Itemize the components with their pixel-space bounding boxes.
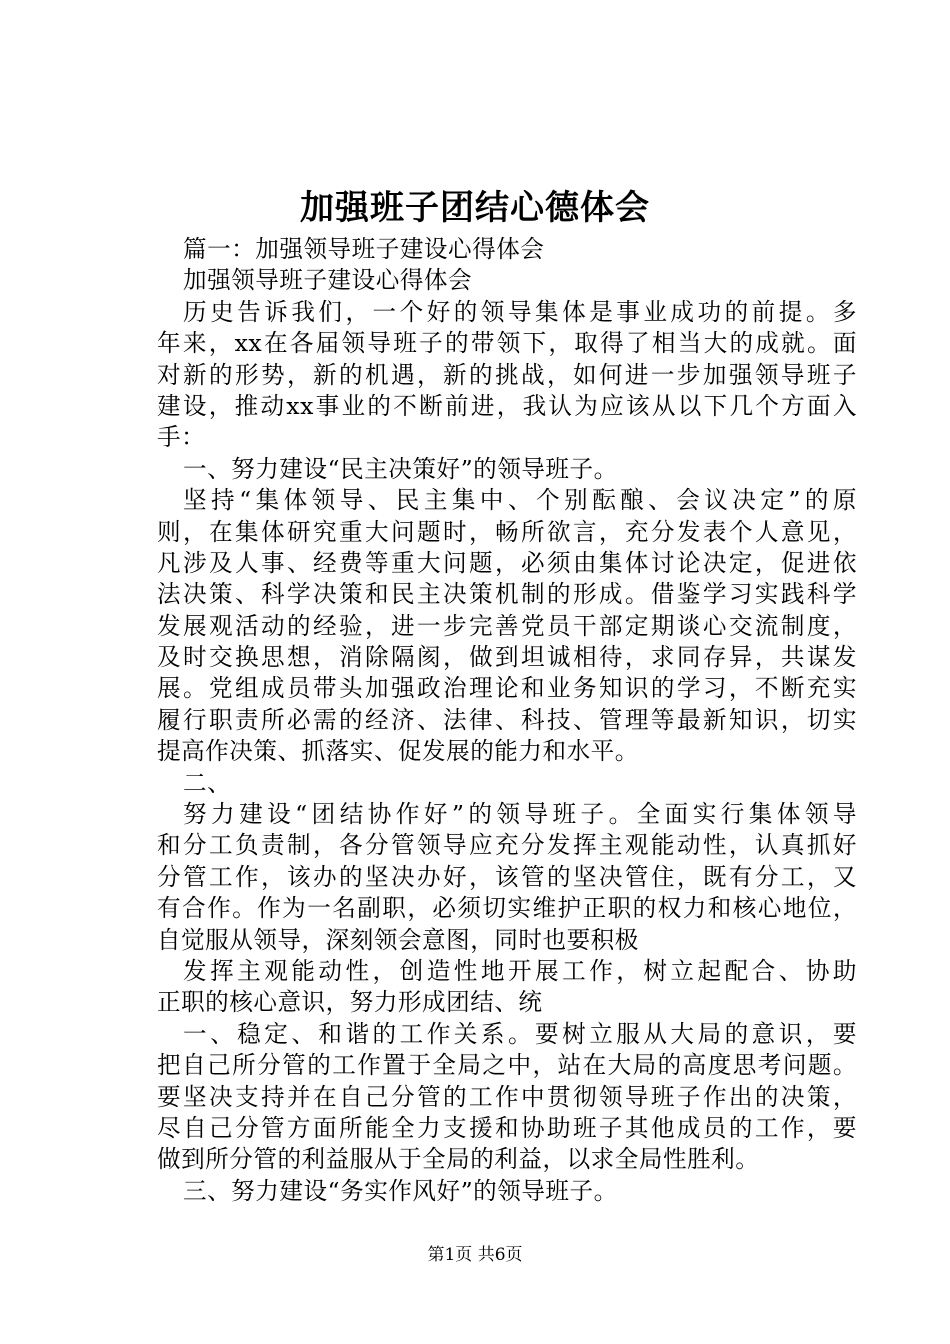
text-line: 努力建设“团结协作好”的领导班子。全面实行集体领导 — [183, 800, 857, 829]
text-line: 二、 — [183, 768, 232, 797]
text-line: 坚持“集体领导、民主集中、个别酝酿、会议决定”的原 — [183, 486, 857, 515]
text-line: 一、努力建设“民主决策好”的领导班子。 — [183, 454, 618, 483]
text-line: 发展观活动的经验，进一步完善党员干部定期谈心交流制度， — [157, 611, 857, 640]
text-line: 自觉服从领导，深刻领会意图，同时也要积极 — [157, 925, 639, 954]
text-line: 有合作。作为一名副职，必须切实维护正职的权力和核心地位， — [157, 894, 857, 923]
text-line: 要坚决支持并在自己分管的工作中贯彻领导班子作出的决策， — [157, 1082, 857, 1111]
text-line: 篇一：加强领导班子建设心得体会 — [183, 235, 545, 263]
text-line: 把自己所分管的工作置于全局之中，站在大局的高度思考问题。 — [157, 1051, 857, 1080]
text-line: 加强领导班子建设心得体会 — [183, 266, 473, 295]
text-line: 法决策、科学决策和民主决策机制的形成。借鉴学习实践科学 — [157, 580, 857, 609]
text-line: 及时交换思想，消除隔阂，做到坦诚相待，求同存异，共谋发 — [157, 643, 857, 672]
text-line: 建设，推动xx事业的不断前进，我认为应该从以下几个方面入 — [157, 391, 857, 420]
text-line: 则，在集体研究重大问题时，畅所欲言，充分发表个人意见， — [157, 517, 857, 546]
text-line: 手： — [157, 423, 206, 452]
text-line: 凡涉及人事、经费等重大问题，必须由集体讨论决定，促进依 — [157, 548, 857, 577]
page-footer: 第1页 共6页 — [427, 1245, 523, 1265]
text-line: 履行职责所必需的经济、法律、科技、管理等最新知识，切实 — [157, 705, 857, 734]
text-line: 和分工负责制，各分管领导应充分发挥主观能动性，认真抓好 — [157, 831, 857, 860]
document-body — [157, 234, 857, 1207]
text-line: 正职的核心意识，努力形成团结、统 — [157, 988, 543, 1017]
text-line: 对新的形势，新的机遇，新的挑战，如何进一步加强领导班子 — [157, 360, 857, 389]
text-line: 展。党组成员带头加强政治理论和业务知识的学习，不断充实 — [157, 674, 857, 703]
text-line: 三、努力建设“务实作风好”的领导班子。 — [183, 1176, 618, 1205]
text-line: 发挥主观能动性，创造性地开展工作，树立起配合、协助 — [183, 956, 857, 985]
text-line: 年来，xx在各届领导班子的带领下，取得了相当大的成就。面 — [157, 329, 857, 358]
text-line: 历史告诉我们，一个好的领导集体是事业成功的前提。多 — [183, 297, 857, 326]
text-line: 尽自己分管方面所能全力支援和协助班子其他成员的工作，要 — [157, 1113, 857, 1142]
text-line: 提高作决策、抓落实、促发展的能力和水平。 — [157, 737, 639, 766]
text-line: 一、稳定、和谐的工作关系。要树立服从大局的意识，要 — [183, 1019, 857, 1048]
text-line: 分管工作，该办的坚决办好，该管的坚决管住，既有分工，又 — [157, 862, 857, 891]
text-line: 做到所分管的利益服从于全局的利益，以求全局性胜利。 — [157, 1145, 760, 1174]
document-title: 加强班子团结心德体会 — [300, 188, 650, 228]
